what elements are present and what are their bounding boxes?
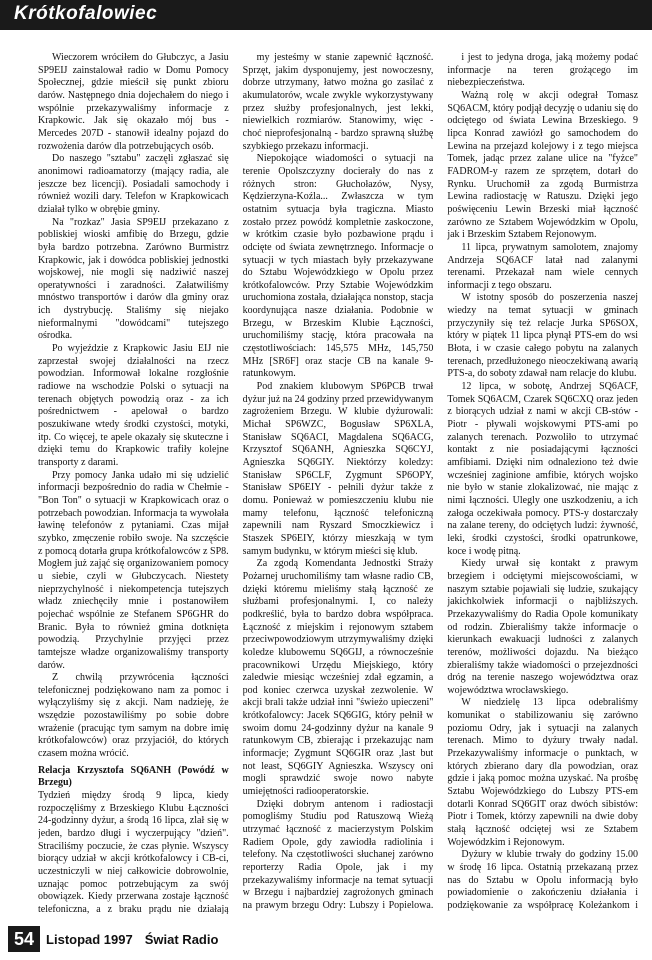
- paragraph: Dyżury w klubie trwały do godziny 15.00 w środę 16 lipca. Ostatnią przekazaną przez nas do Sztabu w Opolu informacją było powiadomienie o zakończeniu działania i podziękowanie za współpracę Koleżankom i: [447, 849, 638, 911]
- paragraph: W niedzielę 13 lipca odebraliśmy komunikat o stabilizowaniu się zarówno poziomu Odry, jak i sytuacji na zalanych terenach. Mimo to dyżury trwały nadal. Przekazywaliśmy informacje o punktach, w których zbierano dary dla powodzian, oraz gdzie i jaką pomoc można uzyskać. Na prośbę Sztabu Wojewódzkiego do Lubszy PTS-em dotarli Konrad SQ6GIT oraz dwóch sibistów: Piotr i Tomek, którzy zapewnili na dwie doby stałą łączność odciętej wsi ze Sztabem Wojewódzkim i Rejonowym.: [447, 697, 638, 848]
- paragraph: i jest to jedyna droga, jaką możemy podać informacje na teren grożącego im niebezpieczeństwa.: [447, 52, 638, 89]
- issue-date: Listopad 1997: [46, 931, 133, 947]
- article-column-3: [447, 52, 638, 914]
- paragraph: Na "rozkaz" Jasia SP9EIJ przekazano z pobliskiej wioski amfibię do Brzegu, gdzie była bardzo potrzebna. Zarówno Burmistrz Krapkowic, jak i dowódca pobliskiej jednostki wojskowej, nie mogli się nadziwić naszej operatywności i zaradności. Załatwiliśmy mnóstwo transportów i darów dla gminy oraz ich dystrybucję. Staliśmy się niejako nieformalnymi "dowódcami" tutejszego ośrodka.: [38, 216, 229, 342]
- article-subheading: Relacja Krzysztofa SQ6ANH (Powódź w Brzegu): [38, 764, 229, 789]
- paragraph: Niepokojące wiadomości o sytuacji na terenie Opolszczyzny docierały do nas z różnych stron: Głuchołazów, Nysy, Kędzierzyna-Koźla... Zwłaszcza w tym ostatnim sytuacja była tragiczna. Miasto zostało przez powódź kompletnie zaskoczone, w krótkim czasie było pozbawione prądu i odcięte od świata zewnętrznego. Informacje o sytuacji w tych miastach były przekazywane do Sztabu Wojewódzkiego w Opolu przez krótkofalowców. Przy Sztabie Wojewódzkim uruchomiona została, działająca nonstop, stacja koordynująca nasze działania. Podobnie w Brzegu, w Brzeskim Klubie Łączności, uruchomiliśmy stację, która pracowała na częstotliwościach: 145,575 MHz, 145,750 MHz [SR6F] oraz stacje CB na kanale 9-ratunkowym.: [242, 153, 434, 380]
- paragraph: Za zgodą Komendanta Jednostki Straży Pożarnej uruchomiliśmy tam własne radio CB, dzięki któremu mieliśmy stałą łączność ze służbami profesjonalnymi. I, co należy podkreślić, była to bardzo dobra współpraca. Łączność z miejskim i rejonowym sztabem przeciwpowodziowym utrzymywaliśmy dzięki koledze klubowemu SQ6GIJ, a równocześnie pracownikowi Urzędu Miejskiego, który zaledwie miesiąc wcześniej zdał egzamin, a pod koniec czerwca uzyskał zezwolenie. W akcji brali także udział inni "świeżo upieczeni" krótkofalowcy: Jacek SQ6GIG, który pełnił w swoim domu 24-godzinny dyżur na kanale 9 ratunkowym CB, zbierając i przekazując nam informacje; Zygmunt SQ6GIR oraz ,last but not least, SQ6GIY Agnieszka. Wszyscy oni mogli sprawdzić swoje nowo nabyte umiejętności radiooperatorskie.: [242, 558, 434, 798]
- paragraph: my jesteśmy w stanie zapewnić łączność. Sprzęt, jakim dysponujemy, jest nowoczesny, dobrze utrzymany, łatwo można go zasilać z akumulatorów, wcale zwykle wykorzystywany przez służby profesjonalnych, jest lekki, niewielkich rozmiarów. Stanowimy, więc - choć nieprofesjonalną - bardzo sprawną służbę szybkiego przekazu informacji.: [242, 52, 434, 152]
- section-header-bar: [0, 0, 652, 30]
- paragraph: Kiedy urwał się kontakt z prawym brzegiem i odciętymi miejscowościami, w naszym sztabie pojawiali się ludzie, szukający jakichkolwiek informacji o najbliższych. Przekazywaliśmy do Radia Opole komunikaty od rodzin. Zbieraliśmy także informacje o kierunkach ewakuacji ludności z zalanych terenów, możliwości dojazdu. Na bieżąco zbieraliśmy także wiadomości o przejezdności dróg na terenie naszego województwa oraz województwa wrocławskiego.: [447, 558, 638, 696]
- paragraph: Tydzień między środą 9 lipca, kiedy rozpoczęliśmy z Brzeskiego Klubu Łączności 24-godzinny dyżur, a środą 16 lipca, zlał się w jeden, bardzo długi i wyczerpujący "dzień". Straciliśmy poczucie, że czas płynie. Wszyscy biorący udział w akcji krótkofalowcy i CB-ci, uczestniczyli w niej całkowicie dobrowolnie, uznając pomoc potrzebującym za swój obowiązek. Kiedy przerwana zostaje łączność telefoniczna, a z braku prądu nie działają: [38, 790, 229, 914]
- article-column-2: [243, 52, 434, 914]
- page-number: 54: [8, 926, 40, 952]
- paragraph: 12 lipca, w sobotę, Andrzej SQ6ACF, Tomek SQ6ACM, Czarek SQ6CXQ oraz jeden z biorących udział z nami w akcji CB-stów - Piotr - pływali wojskowymi PTS-ami po zalanych terenach. Pozwoliło to utrzymać kontakt z nie posiadającymi łączności amfibiami. Dzięki nim odnaleziono też dwie wcześniej zaginione amfibie, których wojsko nie było w stanie zlokalizować, nie mając z nimi łączności. Ulegly one uszkodzeniu, a ich załoga oczekiwała pomocy. PTS-y dostarczały na zalane tereny, do odciętych ludzi: żywność, leki, środki czystości, środki opatrunkowe, koce i wodę pitną.: [447, 381, 638, 557]
- paragraph: Po wyjeździe z Krapkowic Jasiu EIJ nie zaprzestał swojej działalności na rzecz powodzian. Informował lokalne rozgłośnie radiowe na wschodzie Polski o sytuacji na terenach objętych powodzią oraz - za ich pośrednictwem - apelował o bardzo poszukiwane wtedy środki czystości, motyki, itp. Co więcej, te apele okazały się skuteczne i dzięki temu do Krapkowic trafiły kolejne transporty z darami.: [38, 343, 229, 468]
- paragraph: Ważną rolę w akcji odegrał Tomasz SQ6ACM, który podjął decyzję o udaniu się do odciętego od świata Lewina Brzeskiego. 9 lipca Konrad zawiózł go samochodem do Lewina na przejazd kolejowy i z tego miejsca Tomek, jadąc przez zalane ulice na "fyżce" FADROM-y razem ze sprzętem, dotarł do Rynku. Uruchomił za zgodą Burmistrza Lewina radiostację w Ratuszu. Dzięki jego poświęceniu Lewin Brzeski miał łączność zarówno ze Sztabem Wojewódzkim w Opolu, jak i Brzeskim Sztabem Rejonowym.: [447, 89, 638, 241]
- paragraph: Dzięki dobrym antenom i radiostacji pomogliśmy Studiu pod Ratuszową Wieżą utrzymać łączność z macierzystym Polskim Radiem Opole, gdy zawiodła radiolinia i telefony. Na częstotliwości słuchanej zarówno reporterzy Radia Opole, jak i my przekazywaliśmy informacje na temat sytuacji w Brzegu i najbardziej zagrożonych gminach na prawym brzegu Odry: Lubszy i Popielowa.: [242, 798, 434, 911]
- paragraph: Do naszego "sztabu" zaczęli zgłaszać się anonimowi radioamatorzy (mający radia, ale jeszcze bez licencji). Posiadali samochody i również wozili dary. Telefon w Krapkowicach działał tylko w obrębie gminy.: [38, 153, 229, 215]
- magazine-name: Świat Radio: [144, 931, 219, 947]
- paragraph: W istotny sposób do poszerzenia naszej wiedzy na temat sytuacji w gminach przyczyniły się też relacje Jurka SP6SOX, który w piątek 11 lipca płynął PTS-em do wsi Błota, i w czasie całego pobytu na zalanych terenach, przedłużonego nieoczekiwaną awarią PTS-a, do soboty zdawał nam relacje do klubu.: [447, 292, 638, 380]
- paragraph: Z chwilą przywrócenia łączności telefonicznej podziękowano nam za pomoc i wyłączyliśmy się z akcji. Nam nadzieję, że wszędzie pozostawiliśmy po sobie dobre wrażenie (pracując tym samym na dobre imię krótkofalowców) oraz przyjaciół, do których czasem można wrócić.: [38, 672, 229, 760]
- paragraph: Przy pomocy Janka udało mi się udzielić informacji bezpośrednio do radia w Chełmie - "Bon Ton" o sytuacji w Krapkowicach oraz o potrzebach powodzian. Informacja ta wywołała ławinę telefonów z pytaniami. Czas mijał szybko, zmęczenie robiło swoje. Na szczęście z pomocą dotarła grupa krótkofalowców z SP8. Mogłem już zająć się organizowaniem pomocy u siebie, czyli w Głubczycach. Niestety nieprzychylność i niekompetencja tutejszych władz zniechęciły mnie i postanowiłem pojechać wspólnie ze Stefanem SP6GHR do Branic. Była to również gmina dotknięta powodzią. Przychylnie przyjęci przez tamtejsze władze organizowaliśmy transporty darów.: [38, 469, 229, 671]
- article-column-1: [38, 52, 229, 914]
- paragraph: Wieczorem wróciłem do Głubczyc, a Jasiu SP9EIJ zainstalował radio w Domu Pomocy Społecznej, gdzie mieścił się punkt zbioru darów. Następnego dnia dojechałem do niego i wspólnie przekazywaliśmy informacje z Krapkowic. Jak się okazało mój bus - Mercedes 207D - stanowił idealny pojazd do rozwożenia darów dla potrzebujących osób.: [38, 52, 229, 152]
- paragraph: Pod znakiem klubowym SP6PCB trwał dyżur już na 24 godziny przed przewidywanym zagrożeniem Brzegu. W klubie dyżurowali: Michał SP6WZC, Bogusław SP6XLA, Stanisław SQ6ACI, Magdalena SQ6ACG, Krzysztof SQ6ANH, Agnieszka SQ6CYJ, Agnieszka SQ6GIY. Niektórzy koledzy: Stanisław SP6CLF, Zygmunt SP6OPY, Stanisław SP6EIY - pełnili dyżur także z domu. Ponieważ w pomieszczeniu klubu nie mamy telefonu, łączność telefoniczną zapewnili nam Ryszard Smoczkiewicz i Staszek SP6EIY, którzy mieszkają w tym samym budynku, w którym mieści się klub.: [242, 381, 434, 557]
- paragraph: 11 lipca, prywatnym samolotem, znajomy Andrzeja SQ6ACF latał nad zalanymi terenami. Przekazał nam wiele cennych informacji z tego obszaru.: [447, 241, 638, 291]
- article-body: [38, 52, 638, 914]
- page-footer: [8, 926, 218, 952]
- section-title: Krótkofalowiec: [14, 3, 158, 24]
